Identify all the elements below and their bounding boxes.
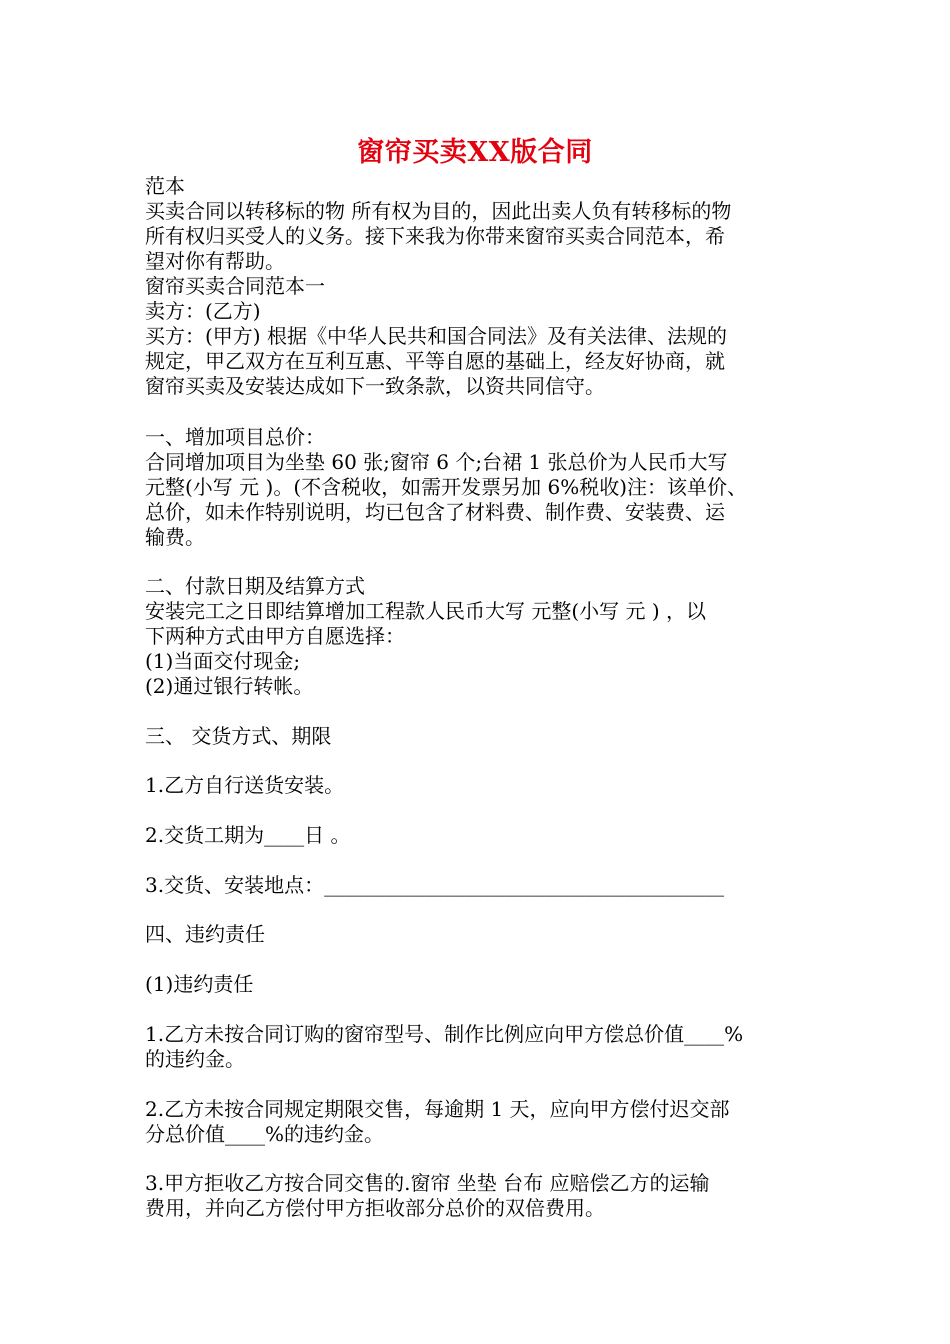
text-line: (1)违约责任	[145, 972, 254, 996]
text-line: 安装完工之日即结算增加工程款人民币大写 元整(小写 元 ) ，以	[145, 599, 707, 623]
document-title: 窗帘买卖XX版合同	[357, 137, 593, 168]
text-line: 3.交货、安装地点：________________________________________	[145, 873, 725, 897]
text-line: 买卖合同以转移标的物 所有权为目的，因此出卖人负有转移标的物	[145, 199, 732, 223]
text-line: 3.甲方拒收乙方按合同交售的.窗帘 坐垫 台布 应赔偿乙方的运输	[145, 1171, 710, 1195]
text-line: 1.乙方未按合同订购的窗帘型号、制作比例应向甲方偿总价值____%	[145, 1022, 744, 1046]
text-line: 范本	[145, 174, 185, 198]
section-heading: 一、增加项目总价：	[145, 425, 325, 449]
text-line: 合同增加项目为坐垫 60 张;窗帘 6 个;台裙 1 张总价为人民币大写	[145, 450, 728, 474]
text-line: (2)通过银行转帐。	[145, 674, 314, 698]
text-line: 窗帘买卖及安装达成如下一致条款，以资共同信守。	[145, 374, 605, 398]
text-line: 规定，甲乙双方在互利互惠、平等自愿的基础上，经友好协商，就	[145, 349, 725, 373]
text-line: 买方：(甲方) 根据《中华人民共和国合同法》及有关法律、法规的	[145, 324, 727, 348]
section-heading: 二、付款日期及结算方式	[145, 574, 365, 598]
text-line: (1)当面交付现金;	[145, 649, 301, 673]
text-line: 所有权归买受人的义务。接下来我为你带来窗帘买卖合同范本，希	[145, 224, 725, 248]
text-line: 望对你有帮助。	[145, 249, 285, 273]
section-heading: 四、违约责任	[145, 922, 265, 946]
text-line: 总价，如未作特别说明，均已包含了材料费、制作费、安装费、运	[145, 500, 725, 524]
text-line: 1.乙方自行送货安装。	[145, 773, 345, 797]
text-line: 元整(小写 元 )。(不含税收，如需开发票另加 6%税收)注：该单价、	[145, 475, 748, 499]
text-line: 2.乙方未按合同规定期限交售，每逾期 1 天，应向甲方偿付迟交部	[145, 1097, 730, 1121]
text-line: 分总价值____%的违约金。	[145, 1122, 385, 1146]
text-line: 下两种方式由甲方自愿选择：	[145, 624, 405, 648]
text-line: 输费。	[145, 525, 205, 549]
text-line: 卖方：(乙方)	[145, 299, 261, 323]
text-line: 窗帘买卖合同范本一	[145, 274, 325, 298]
text-line: 2.交货工期为____日 。	[145, 823, 351, 847]
section-heading: 三、 交货方式、期限	[145, 724, 332, 748]
text-line: 费用，并向乙方偿付甲方拒收部分总价的双倍费用。	[145, 1196, 605, 1220]
text-line: 的违约金。	[145, 1047, 245, 1071]
